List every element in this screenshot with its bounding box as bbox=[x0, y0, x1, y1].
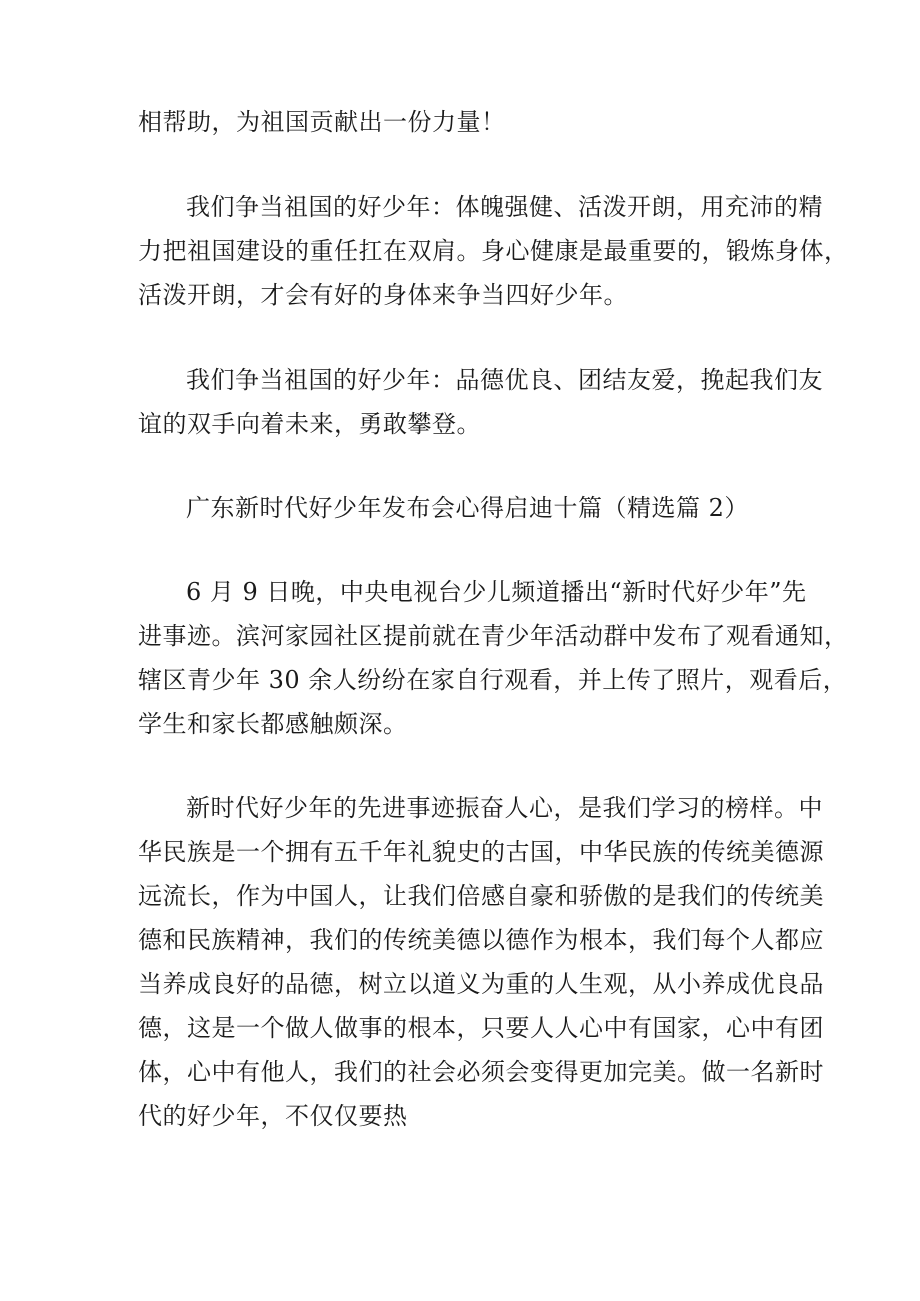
paragraph-line: 谊的双手向着未来，勇敢攀登。 bbox=[138, 410, 481, 438]
paragraph-line: 华民族是一个拥有五千年礼貌史的古国，中华民族的传统美德源 bbox=[138, 838, 824, 866]
paragraph-line: 远流长，作为中国人，让我们倍感自豪和骄傲的是我们的传统美 bbox=[138, 882, 824, 910]
paragraph-line: 进事迹。滨河家园社区提前就在青少年活动群中发布了观看通知， bbox=[138, 622, 849, 650]
paragraph-line: 活泼开朗，才会有好的身体来争当四好少年。 bbox=[138, 281, 628, 309]
paragraph-line: 6 月 9 日晚，中央电视台少儿频道播出“新时代好少年”先 bbox=[186, 578, 807, 606]
paragraph-line: 学生和家长都感触颇深。 bbox=[138, 710, 408, 738]
paragraph-line: 当养成良好的品德，树立以道义为重的人生观，从小养成优良品 bbox=[138, 970, 824, 998]
paragraph-line: 德和民族精神，我们的传统美德以德作为根本，我们每个人都应 bbox=[138, 926, 824, 954]
paragraph-line: 力把祖国建设的重任扛在双肩。身心健康是最重要的，锻炼身体， bbox=[138, 237, 849, 265]
paragraph-line: 德，这是一个做人做事的根本，只要人人心中有国家，心中有团 bbox=[138, 1014, 824, 1042]
section-heading: 广东新时代好少年发布会心得启迪十篇（精选篇 2） bbox=[186, 494, 749, 522]
paragraph-line: 新时代好少年的先进事迹振奋人心，是我们学习的榜样。中 bbox=[186, 794, 823, 822]
paragraph-line: 代的好少年，不仅仅要热 bbox=[138, 1102, 408, 1130]
paragraph-line: 辖区青少年 30 余人纷纷在家自行观看，并上传了照片，观看后， bbox=[138, 666, 848, 694]
paragraph-line: 我们争当祖国的好少年：品德优良、团结友爱，挽起我们友 bbox=[186, 366, 823, 394]
paragraph-line: 我们争当祖国的好少年：体魄强健、活泼开朗，用充沛的精 bbox=[186, 193, 823, 221]
paragraph-line: 体，心中有他人，我们的社会必须会变得更加完美。做一名新时 bbox=[138, 1058, 824, 1086]
paragraph-line: 相帮助，为祖国贡献出一份力量！ bbox=[138, 108, 506, 136]
